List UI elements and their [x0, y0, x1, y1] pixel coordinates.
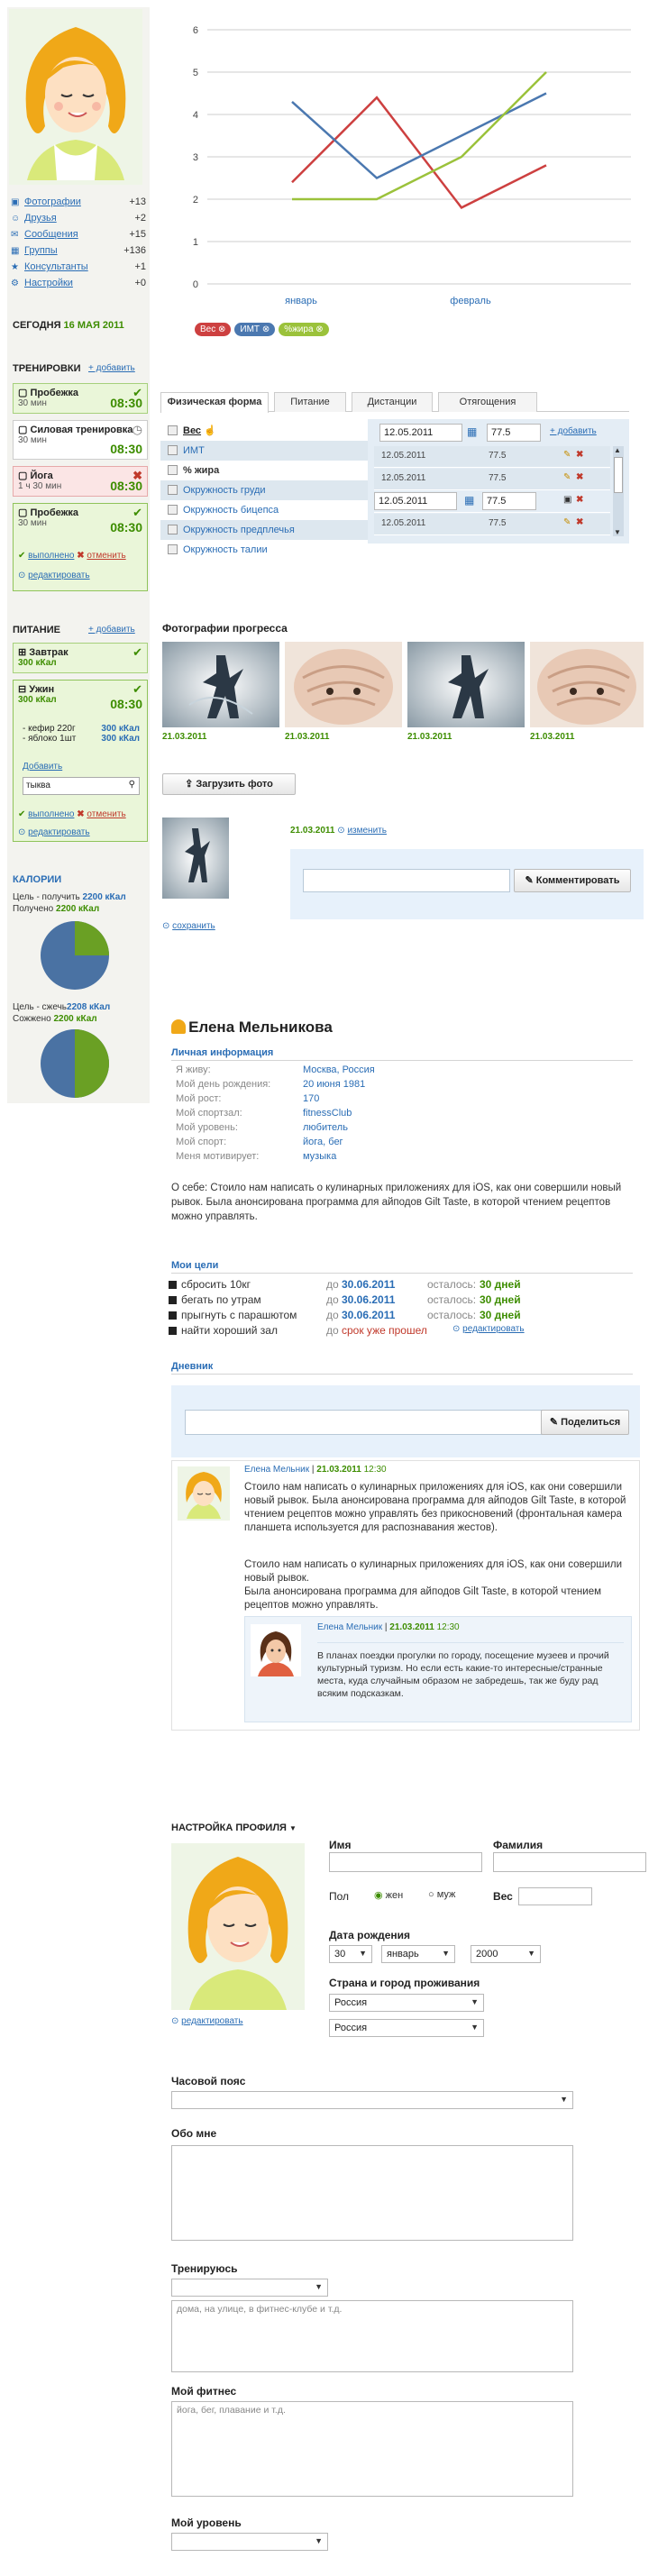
comment-button[interactable]: ✎ Комментировать [514, 869, 631, 892]
diary-post [171, 1460, 640, 1731]
expand-icon: ⊞ [18, 647, 27, 658]
series-line-ИМТ [292, 94, 546, 178]
nav-count: +0 [134, 278, 146, 288]
sex-male-radio[interactable]: ○ муж [428, 1889, 456, 1900]
location-label: Страна и город проживания [329, 1977, 480, 1989]
photo-date: 21.03.2011 [162, 732, 207, 742]
progress-photo[interactable] [285, 642, 402, 727]
close-icon[interactable]: ⊗ [261, 324, 270, 334]
nav-label[interactable]: Фотографии [24, 196, 81, 207]
meal-card[interactable] [13, 643, 148, 673]
y-tick-label: 3 [192, 152, 198, 163]
x-tick-label: февраль [450, 296, 491, 306]
scroll-up-icon[interactable]: ▲ [614, 446, 621, 454]
nav-label[interactable]: Настройки [24, 278, 73, 288]
chevron-down-icon: ▼ [471, 2023, 479, 2032]
mark-done-link[interactable]: выполнено [28, 551, 75, 561]
calories-got-pie [39, 919, 111, 991]
edit-avatar-link[interactable]: редактировать [181, 2016, 243, 2026]
meal-item-name: - кефир 220г [23, 724, 76, 734]
chevron-down-icon: ▼ [471, 1997, 479, 2006]
profile-header [171, 1019, 333, 1037]
photo-date: 21.03.2011 [407, 732, 452, 742]
checkbox-icon[interactable] [169, 1296, 177, 1304]
legend-bmi[interactable]: ИМТ ⊗ [234, 323, 275, 336]
post-avatar[interactable] [178, 1466, 230, 1521]
sex-female-radio[interactable]: ◉ жен [374, 1890, 404, 1901]
nav-groups[interactable] [11, 242, 146, 259]
close-icon[interactable]: ⊗ [315, 324, 324, 334]
workout-duration: 30 мин [18, 398, 47, 408]
upload-icon: ⇪ [185, 779, 194, 790]
cross-icon: ✖ [77, 551, 85, 561]
x-tick-label: январь [285, 296, 317, 306]
month-select[interactable]: январь ▼ [381, 1945, 455, 1963]
mark-done-link[interactable]: выполнено [28, 809, 75, 819]
meal-time: 08:30 [110, 697, 142, 711]
save-link-row [162, 921, 215, 931]
grid-row[interactable]: 12.05.2011 77.5 ✎ ✖ [374, 446, 610, 468]
friends-icon: ☺ [11, 214, 21, 224]
cross-icon: ✖ [77, 809, 85, 819]
date-input[interactable]: 12.05.2011 [379, 424, 462, 442]
diary-input[interactable] [185, 1410, 545, 1435]
legend-fat[interactable]: %жира ⊗ [279, 323, 328, 336]
tab-bar [160, 392, 629, 412]
level-label: Мой уровень [171, 2517, 242, 2529]
param-forearm[interactable]: Окружность предплечья [160, 520, 368, 540]
edit-goal-link[interactable]: редактировать [462, 1324, 525, 1334]
grid-row-editing[interactable]: 12.05.2011 ▦ 77.5 ▣ ✖ [374, 491, 610, 513]
expand-icon: ⊟ [18, 684, 27, 695]
check-icon: ✔ [18, 551, 26, 561]
star-icon: ★ [11, 262, 19, 272]
settings-edit-row [171, 2016, 243, 2026]
meal-title: Ужин [29, 684, 55, 695]
edit-icon[interactable]: ✎ [563, 517, 571, 527]
grid-row[interactable]: 12.05.2011 77.5 ✎ ✖ [374, 514, 610, 535]
day-select[interactable]: 30 ▼ [329, 1945, 372, 1963]
settings-avatar[interactable] [171, 1843, 305, 2010]
weight-input[interactable] [518, 1887, 592, 1905]
goal-row: бегать по утрам до 30.06.2011 осталось: 30 дней [169, 1293, 637, 1309]
about-label: Обо мне [171, 2127, 217, 2140]
add-meal-item-link[interactable]: Добавить [23, 762, 63, 772]
save-link[interactable]: сохранить [172, 921, 215, 931]
post-paragraph: Стоило нам написать о кулинарных приложениях для iOS, как они совершили новый рывок. Была анонсирована программа для айподов Gilt Taste, в которой чтением рецептов можно управлять без прикосновений (фронтальная камера планшета используется для распознавания жестов). [244, 1482, 626, 1533]
surname-input[interactable] [493, 1852, 646, 1872]
checkbox-icon[interactable] [169, 1281, 177, 1289]
about-text: О себе: Стоило нам написать о кулинарных приложениях для iOS, как они совершили новый рывок. Была анонсирована программа для айподов Gilt Taste, в которой чтением рецептов можно управлять. [171, 1183, 622, 1222]
check-icon: ✔ [18, 809, 26, 819]
reply-meta: Елена Мельник | 21.03.2011 12:30 [317, 1622, 460, 1632]
tab-physical-form[interactable]: Физическая форма [160, 392, 269, 413]
edit-icon: ⊙ [452, 1324, 461, 1334]
radio-icon: ○ [428, 1889, 434, 1900]
param-bmi[interactable]: ИМТ [160, 441, 368, 461]
diary-compose [171, 1385, 640, 1457]
search-icon: ⚲ [128, 780, 135, 790]
reply [244, 1616, 632, 1722]
value-input[interactable]: 77.5 [487, 424, 541, 442]
share-icon: ✎ [549, 1417, 559, 1428]
country-select[interactable]: Россия ▼ [329, 1994, 484, 2012]
add-entry-link[interactable]: + добавить [550, 426, 597, 436]
food-search-input[interactable]: тыква ⚲ [23, 777, 140, 795]
edit-link[interactable]: редактировать [28, 827, 90, 837]
cross-icon: ✖ [133, 469, 142, 482]
checkbox-icon[interactable] [169, 1327, 177, 1335]
cal-burned: Сожжено 2200 кКал [13, 1014, 97, 1024]
reply-text: В планах поездки прогулки по городу, посещение музеев и прочий культурный туризм. Но если есть какие-то интересные/странные места, куда случайным образом не забредешь, так же буду рад всяким подсказкам. [317, 1650, 609, 1699]
nav-label[interactable]: Группы [24, 245, 58, 256]
tab-weights[interactable]: Отягощения [438, 392, 537, 412]
workout-duration: 30 мин [18, 518, 47, 528]
workout-time: 08:30 [110, 396, 142, 410]
sidebar-nav [11, 194, 146, 291]
add-workout-link[interactable]: + добавить [88, 363, 135, 373]
check-icon: ✔ [133, 386, 142, 399]
cal-goal-get: Цель - получить 2200 кКал [13, 892, 126, 902]
task-box-icon: ▢ [18, 470, 28, 481]
chevron-down-icon: ▼ [442, 1949, 450, 1958]
share-button[interactable]: ✎ Поделиться [541, 1410, 629, 1435]
cal-got: Получено 2200 кКал [13, 904, 100, 914]
progress-line-chart [180, 14, 649, 311]
name-input[interactable] [329, 1852, 482, 1872]
profile-name: Елена Мельникова [188, 1019, 333, 1036]
meal-item-kcal: 300 кКал [101, 724, 140, 734]
goal-row: прыгнуть с парашютом до 30.06.2011 осталось: 30 дней [169, 1309, 637, 1324]
fitness-textarea[interactable]: йога, бег, плавание и т.д. [171, 2401, 573, 2497]
legend-weight[interactable]: Вес ⊗ [195, 323, 231, 336]
meal-items [23, 724, 140, 744]
workouts-heading: ТРЕНИРОВКИ [13, 363, 81, 374]
y-tick-label: 5 [192, 68, 198, 78]
param-weight[interactable]: Вес ☝ [160, 421, 368, 441]
post-paragraph: Стоило нам написать о кулинарных приложениях для iOS, как они совершили новый рывок. [244, 1559, 623, 1584]
info-row: Мой уровень: любитель [176, 1122, 348, 1133]
checkbox-icon[interactable] [169, 1311, 177, 1320]
reply-avatar[interactable] [251, 1624, 301, 1676]
task-box-icon: ▢ [18, 425, 28, 435]
meal-item-kcal: 300 кКал [101, 734, 140, 744]
param-waist[interactable]: Окружность талии [160, 540, 368, 560]
workout-title: Пробежка [30, 507, 79, 518]
task-box-icon: ▢ [18, 507, 28, 518]
timezone-select[interactable] [171, 2091, 573, 2109]
nav-label[interactable]: Консультанты [24, 261, 88, 272]
comment-input[interactable] [303, 869, 510, 892]
nav-count: +15 [129, 229, 146, 240]
delete-icon[interactable]: ✖ [576, 495, 584, 505]
messages-icon: ✉ [11, 230, 19, 240]
post-meta: 21.03.2011 ⊙ изменить [290, 826, 387, 836]
clock-icon: ◷ [132, 423, 142, 436]
post-paragraph: Была анонсирована программа для айподов Gilt Taste, в которой чтением рецептов можно управлять. [244, 1586, 602, 1611]
y-tick-label: 4 [192, 110, 198, 121]
settings-icon: ⚙ [11, 279, 19, 288]
check-icon: ✔ [133, 506, 142, 519]
info-row: Мой спорт: йога, бег [176, 1137, 343, 1147]
info-row: Мой день рождения: 20 июня 1981 [176, 1079, 366, 1090]
meal-kcal: 300 кКал [18, 695, 57, 705]
name-label: Имя [329, 1839, 352, 1851]
timezone-label: Часовой пояс [171, 2075, 246, 2087]
dob-label: Дата рождения [329, 1929, 411, 1941]
chevron-down-icon: ▼ [315, 2536, 323, 2545]
grid-row[interactable]: 12.05.2011 77.5 ✎ ✖ [374, 469, 610, 490]
today-date: 16 МАЯ 2011 [63, 320, 124, 331]
progress-photo[interactable] [530, 642, 644, 727]
y-tick-label: 1 [192, 237, 198, 248]
photo-date: 21.03.2011 [285, 732, 330, 742]
meal-kcal: 300 кКал [18, 658, 57, 668]
grid-scrollbar[interactable] [613, 446, 624, 536]
surname-label: Фамилия [493, 1839, 544, 1851]
edit-icon[interactable]: ✎ [563, 472, 571, 482]
photo-icon: ▣ [11, 197, 20, 207]
diary-heading: Дневник [171, 1361, 633, 1375]
calories-burned-pie [39, 1028, 111, 1100]
comment-area [290, 849, 644, 919]
cancel-link[interactable]: отменить [87, 551, 126, 561]
radio-checked-icon: ◉ [374, 1890, 383, 1901]
upload-photo-button[interactable]: ⇪ Загрузить фото [162, 773, 296, 795]
edit-link[interactable]: редактировать [28, 571, 90, 580]
workout-card[interactable] [13, 466, 148, 497]
info-row: Мой рост: 170 [176, 1093, 320, 1104]
check-icon: ✔ [133, 645, 142, 659]
food-heading: ПИТАНИЕ [13, 625, 60, 635]
save-icon[interactable]: ▣ [563, 495, 572, 505]
param-fat[interactable]: % жира [160, 461, 368, 480]
info-row: Мой спортзал: fitnessClub [176, 1108, 352, 1119]
comment-icon: ✎ [525, 875, 534, 886]
train-textarea[interactable]: дома, на улице, в фитнес-клубе и т.д. [171, 2300, 573, 2372]
info-row: Меня мотивирует: музыка [176, 1151, 337, 1162]
workout-card[interactable] [13, 420, 148, 460]
nav-count: +2 [134, 213, 146, 224]
nav-count: +13 [129, 196, 146, 207]
train-select[interactable] [171, 2279, 328, 2297]
chevron-down-icon: ▼ [359, 1949, 367, 1958]
today-label: СЕГОДНЯ 16 МАЯ 2011 [13, 320, 124, 331]
city-select[interactable]: Россия ▼ [329, 2019, 484, 2037]
nav-messages[interactable] [11, 226, 146, 242]
save-icon: ⊙ [162, 921, 170, 931]
y-tick-label: 2 [192, 195, 198, 206]
workout-time: 08:30 [110, 442, 142, 456]
add-food-link[interactable]: + добавить [88, 625, 135, 635]
nav-label[interactable]: Сообщения [24, 229, 78, 240]
close-icon[interactable]: ⊗ [218, 324, 226, 334]
cal-goal-burn: Цель - сжечь2208 кКал [13, 1002, 111, 1012]
workout-title: Пробежка [30, 388, 79, 398]
user-icon [171, 1019, 186, 1034]
goals-heading: Мои цели [171, 1260, 633, 1274]
sex-label: Пол [329, 1890, 350, 1903]
nav-count: +136 [123, 245, 146, 256]
goal-row: найти хороший зал до срок уже прошел ⊙ редактировать [169, 1324, 637, 1339]
change-date-link[interactable]: изменить [347, 826, 387, 836]
meal-title: Завтрак [29, 647, 69, 658]
post-photo[interactable] [162, 818, 229, 899]
cancel-link[interactable]: отменить [87, 809, 126, 819]
delete-icon[interactable]: ✖ [576, 472, 584, 482]
info-row: Я живу: Москва, Россия [176, 1064, 375, 1075]
edit-icon[interactable]: ✎ [563, 450, 571, 460]
calendar-icon[interactable]: ▦ [467, 425, 478, 438]
chart-legend [195, 323, 329, 336]
fitness-label: Мой фитнес [171, 2385, 237, 2398]
user-avatar[interactable] [9, 9, 142, 185]
check-icon: ✔ [133, 682, 142, 696]
workout-duration: 30 мин [18, 435, 47, 445]
level-select[interactable] [171, 2533, 328, 2551]
delete-icon[interactable]: ✖ [576, 450, 584, 460]
workout-time: 08:30 [110, 520, 142, 534]
goal-row: сбросить 10кг до 30.06.2011 осталось: 30 дней [169, 1278, 637, 1293]
task-box-icon: ▢ [18, 388, 28, 398]
nav-consultants[interactable] [11, 259, 146, 275]
progress-photo[interactable] [407, 642, 525, 727]
cursor-icon: ☝ [204, 425, 216, 436]
delete-icon[interactable]: ✖ [576, 517, 584, 527]
chevron-down-icon: ▼ [315, 2282, 323, 2291]
param-biceps[interactable]: Окружность бицепса [160, 500, 368, 520]
nav-count: +1 [134, 261, 146, 272]
nav-friends[interactable] [11, 210, 146, 226]
workout-card-selected[interactable] [13, 503, 148, 591]
nav-photos[interactable] [11, 194, 146, 210]
chevron-down-icon: ▼ [560, 2095, 568, 2104]
param-chest[interactable]: Окружность груди [160, 480, 368, 500]
train-label: Тренируюсь [171, 2262, 238, 2275]
groups-icon: ▦ [11, 246, 20, 256]
meal-card-selected[interactable] [13, 680, 148, 842]
workout-title: Силовая тренировка [30, 425, 133, 435]
tab-distances[interactable]: Дистанции [352, 392, 433, 412]
personal-info-heading: Личная информация [171, 1047, 633, 1061]
nav-settings[interactable] [11, 275, 146, 291]
photo-date: 21.03.2011 [530, 732, 575, 742]
workout-duration: 1 ч 30 мин [18, 481, 62, 491]
y-tick-label: 6 [192, 25, 198, 36]
meal-item-name: - яблоко 1шт [23, 734, 77, 744]
calendar-icon[interactable]: ▦ [464, 494, 475, 507]
workout-title: Йога [30, 470, 53, 481]
year-select[interactable]: 2000 ▼ [471, 1945, 541, 1963]
chevron-down-icon: ▼ [289, 1824, 297, 1832]
progress-photo[interactable] [162, 642, 279, 727]
edit-icon: ⊙ [18, 827, 26, 837]
scroll-down-icon[interactable]: ▼ [614, 528, 621, 536]
about-textarea[interactable] [171, 2145, 573, 2241]
edit-icon: ⊙ [171, 2016, 179, 2026]
weight-label: Вес [493, 1890, 513, 1903]
tab-nutrition[interactable]: Питание [274, 392, 346, 412]
progress-photos-heading: Фотографии прогресса [162, 622, 288, 635]
nav-label[interactable]: Друзья [24, 213, 57, 224]
settings-heading[interactable]: НАСТРОЙКА ПРОФИЛЯ ▼ [171, 1822, 297, 1833]
edit-icon: ⊙ [337, 826, 345, 836]
physical-form-panel [160, 419, 629, 554]
chevron-down-icon: ▼ [527, 1949, 535, 1958]
workout-time: 08:30 [110, 479, 142, 493]
workout-card[interactable] [13, 383, 148, 414]
calories-heading: КАЛОРИИ [13, 874, 62, 885]
edit-icon: ⊙ [18, 571, 26, 580]
y-tick-label: 0 [192, 279, 198, 290]
post-meta: Елена Мельник | 21.03.2011 12:30 [244, 1465, 387, 1475]
